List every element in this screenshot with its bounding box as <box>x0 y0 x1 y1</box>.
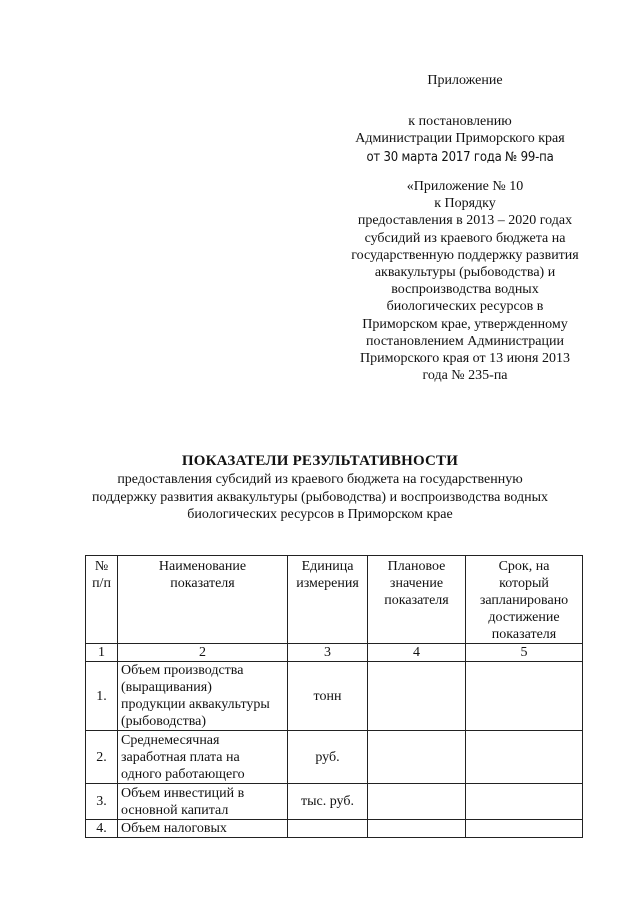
quote-line: «Приложение № 10 <box>406 179 524 194</box>
column-number-row <box>86 644 583 662</box>
table-header-row <box>86 556 583 644</box>
document-subtitle-line: поддержку развития аквакультуры (рыбоводства) и воспроизводства водных <box>91 489 549 505</box>
column-number-cell: 4 <box>368 644 466 662</box>
indicator-name: Объем налоговых <box>118 820 288 838</box>
indicators-table <box>85 555 583 838</box>
column-number-cell: 2 <box>118 644 288 662</box>
indicator-plan-value <box>368 662 466 731</box>
row-number: 1. <box>86 662 118 731</box>
indicator-unit: тыс. руб. <box>288 784 368 820</box>
table-row <box>86 820 583 838</box>
indicator-term <box>466 662 583 731</box>
indicator-name: Объем производства (выращивания) продукции аквакультуры (рыбоводства) <box>118 662 288 731</box>
document-subtitle-line: предоставления субсидий из краевого бюджета на государственную <box>117 472 523 487</box>
quote-line: Приморском крае, утвержденному <box>362 316 568 332</box>
quote-line: предоставления в 2013 – 2020 годах <box>357 213 573 229</box>
quote-line: к Порядку <box>434 196 496 212</box>
header-cell-unit: Единица измерения <box>288 556 368 644</box>
appendix-label: Приложение <box>427 73 503 88</box>
indicator-unit: руб. <box>288 731 368 784</box>
column-number-cell: 1 <box>86 644 118 662</box>
indicator-term <box>466 731 583 784</box>
resolution-line: к постановлению <box>408 114 512 129</box>
quote-line: постановлением Администрации <box>366 333 564 349</box>
header-cell-term: Срок, на который запланировано достижение показателя <box>466 556 583 644</box>
column-number-cell: 5 <box>466 644 583 662</box>
quote-line: воспроизводства водных <box>391 282 539 298</box>
quote-line: государственную поддержку развития <box>351 247 579 263</box>
document-subtitle-line: биологических ресурсов в Приморском крае <box>187 507 453 522</box>
header-cell-plan: Плановое значение показателя <box>368 556 466 644</box>
document-title: ПОКАЗАТЕЛИ РЕЗУЛЬТАТИВНОСТИ <box>181 453 459 469</box>
table-row <box>86 662 583 731</box>
indicator-unit: тонн <box>288 662 368 731</box>
resolution-date-line: от 30 марта 2017 года № 99-па <box>366 150 554 165</box>
row-number: 4. <box>86 820 118 838</box>
indicator-term <box>466 820 583 838</box>
indicator-plan-value <box>368 731 466 784</box>
column-number-cell: 3 <box>288 644 368 662</box>
row-number: 2. <box>86 731 118 784</box>
header-cell-name: Наименование показателя <box>118 556 288 644</box>
indicator-plan-value <box>368 784 466 820</box>
row-number: 3. <box>86 784 118 820</box>
quote-line: биологических ресурсов в <box>386 299 544 315</box>
indicator-plan-value <box>368 820 466 838</box>
quote-line: года № 235-па <box>422 368 508 384</box>
indicator-name: Объем инвестиций в основной капитал <box>118 784 288 820</box>
indicator-unit <box>288 820 368 838</box>
administration-line: Администрации Приморского края <box>355 131 565 146</box>
appendix-reference-block <box>330 178 600 384</box>
quote-line: субсидий из краевого бюджета на <box>364 230 566 246</box>
table-row <box>86 731 583 784</box>
indicator-term <box>466 784 583 820</box>
quote-line: аквакультуры (рыбоводства) и <box>374 265 556 281</box>
header-cell-number: № п/п <box>86 556 118 644</box>
document-title-block <box>40 452 600 524</box>
table-row <box>86 784 583 820</box>
indicator-name: Среднемесячная заработная плата на одного работающего <box>118 731 288 784</box>
quote-line: Приморского края от 13 июня 2013 <box>360 351 570 367</box>
